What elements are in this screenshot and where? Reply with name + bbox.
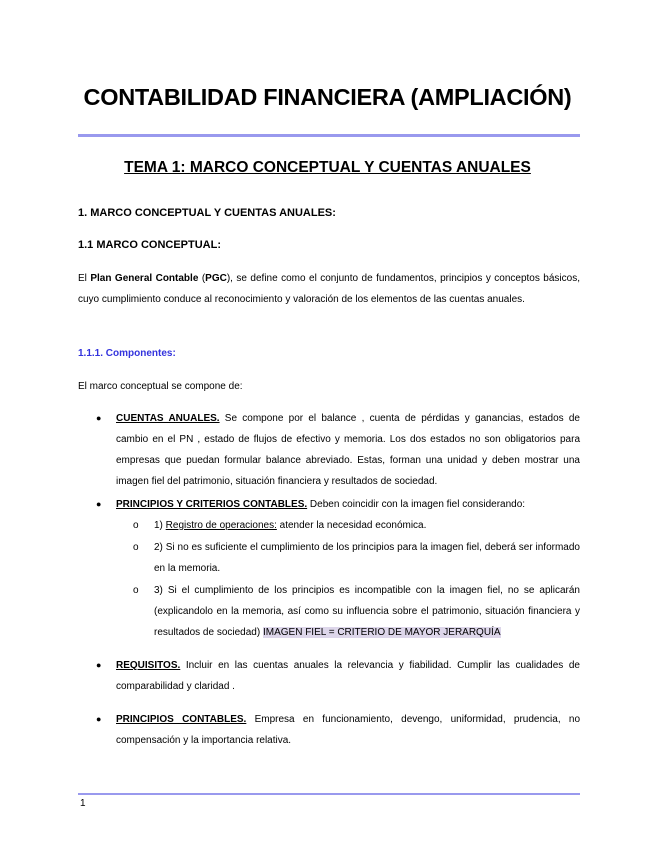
sub-bullet-icon: o <box>133 585 139 596</box>
footer-divider <box>78 793 580 795</box>
sub-list-item: 2) Si no es suficiente el cumplimiento de los principios para la imagen fiel, deberá ser informado en la memoria. <box>154 542 580 574</box>
sub-bullet-icon: o <box>133 542 139 553</box>
document-title: CONTABILIDAD FINANCIERA (AMPLIACIÓN) <box>83 84 572 110</box>
list-item: CUENTAS ANUALES. Se compone por el balance , cuenta de pérdidas y ganancias, estados de cambio en el PN , estado de flujos de efectivo y memoria. Los dos estados no son obligatorios para empresas que puedan formular balance abreviado. Estas, forman una unidad y deben mostrar una imagen fiel del patrimonio, situación financiera y resultados de sociedad. <box>116 413 580 487</box>
intro-paragraph: El Plan General Contable (PGC), se define como el conjunto de fundamentos, principios y conceptos básicos, cuyo cumplimiento conduce al reconocimiento y valoración de los elementos de las cuentas anuales. <box>78 273 580 305</box>
pgc-abbrev: PGC <box>205 273 227 284</box>
pgc-term: Plan General Contable <box>90 273 199 284</box>
bullet-icon: ● <box>96 714 102 724</box>
list-item: PRINCIPIOS CONTABLES. Empresa en funcionamiento, devengo, uniformidad, prudencia, no compensación y la importancia relativa. <box>116 714 580 746</box>
subsection-heading: 1.1 MARCO CONCEPTUAL: <box>78 239 222 251</box>
title-divider <box>78 134 580 137</box>
sub-bullet-icon: o <box>133 520 139 531</box>
bullet-icon: ● <box>96 499 102 509</box>
list-item: PRINCIPIOS Y CRITERIOS CONTABLES. Deben coincidir con la imagen fiel considerando: <box>116 499 526 510</box>
compone-text: El marco conceptual se compone de: <box>78 381 243 392</box>
highlighted-note: IMAGEN FIEL = CRITERIO DE MAYOR JERARQUÍA <box>262 627 501 638</box>
sub-list-item: 1) Registro de operaciones: atender la necesidad económica. <box>154 520 427 531</box>
topic-title: TEMA 1: MARCO CONCEPTUAL Y CUENTAS ANUALES <box>124 159 531 176</box>
bullet-icon: ● <box>96 413 102 423</box>
page-number: 1 <box>80 798 86 809</box>
bullet-icon: ● <box>96 660 102 670</box>
section-heading: 1. MARCO CONCEPTUAL Y CUENTAS ANUALES: <box>78 207 336 219</box>
list-item: REQUISITOS. Incluir en las cuentas anuales la relevancia y fiabilidad. Cumplir las cualidades de comparabilidad y claridad . <box>116 660 580 692</box>
components-heading: 1.1.1. Componentes: <box>78 348 176 359</box>
sub-list-item: 3) Si el cumplimiento de los principios es incompatible con la imagen fiel, no se aplicarán (explicandolo en la memoria, así como su influencia sobre el patrimonio, situación financiera y resultados de sociedad) IMAGEN FIEL = CRITERIO DE MAYOR JERARQUÍA <box>154 585 580 638</box>
